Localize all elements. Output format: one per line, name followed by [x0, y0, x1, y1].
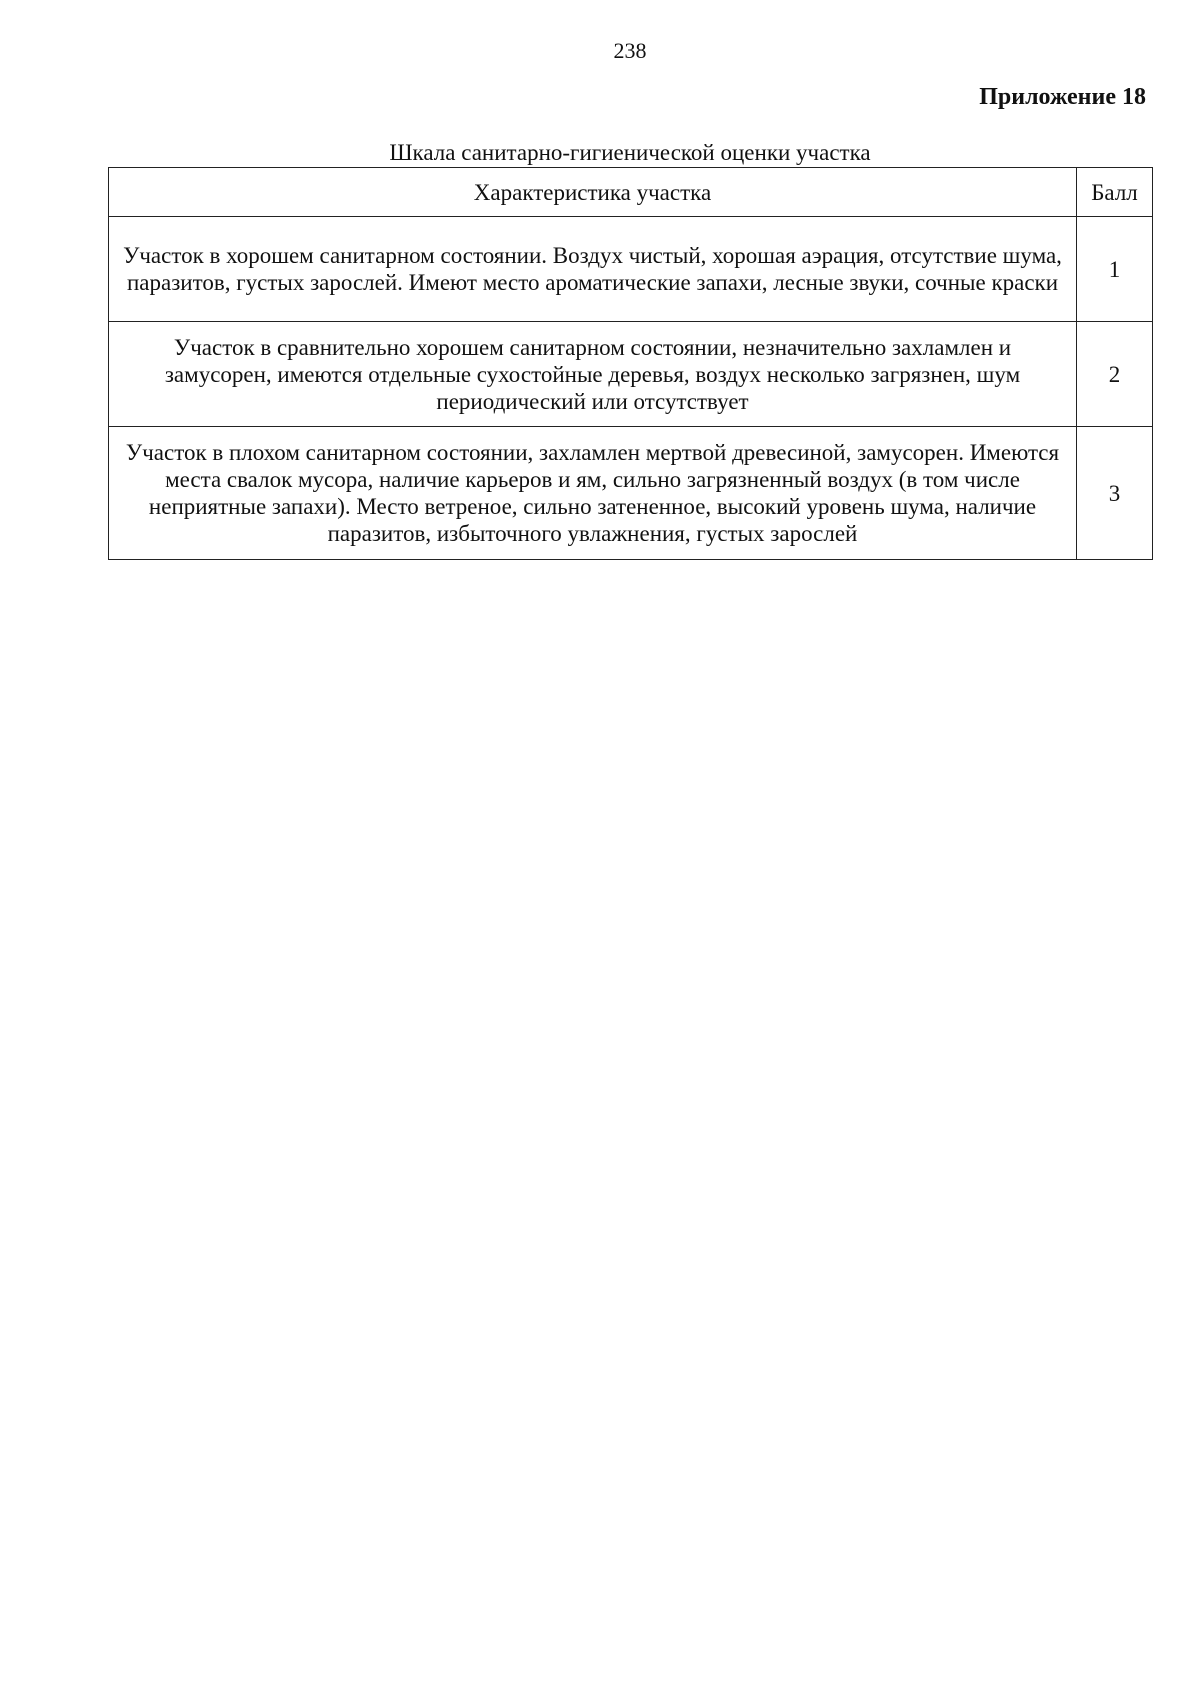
page-number: 238: [613, 38, 647, 63]
table-caption: Шкала санитарно-гигиенической оценки участка: [389, 140, 871, 165]
row-description: Участок в сравнительно хорошем санитарном состоянии, незначительно захламлен и замусорен, имеются отдельные сухостойные деревья, воздух несколько загрязнен, шум периодический или отсутствует: [109, 322, 1077, 427]
table-row: [109, 427, 1153, 560]
appendix-label: Приложение 18: [979, 84, 1146, 110]
row-score: 2: [1077, 322, 1153, 427]
row-description: Участок в плохом санитарном состоянии, захламлен мертвой древесиной, замусорен. Имеются места свалок мусора, наличие карьеров и ям, сильно загрязненный воздух (в том числе неприятные запахи). Место ветреное, сильно затененное, высокий уровень шума, наличие паразитов, избыточного увлажнения, густых зарослей: [109, 427, 1077, 560]
table-row: [109, 322, 1153, 427]
row-score: 3: [1077, 427, 1153, 560]
column-header-score: Балл: [1077, 168, 1153, 217]
row-description: Участок в хорошем санитарном состоянии. Воздух чистый, хорошая аэрация, отсутствие шума, паразитов, густых зарослей. Имеют место ароматические запахи, лесные звуки, сочные краски: [109, 217, 1077, 322]
sanitary-scale-table: [108, 167, 1153, 560]
table-header-row: [109, 168, 1153, 217]
column-header-description: Характеристика участка: [109, 168, 1077, 217]
table-row: [109, 217, 1153, 322]
row-score: 1: [1077, 217, 1153, 322]
